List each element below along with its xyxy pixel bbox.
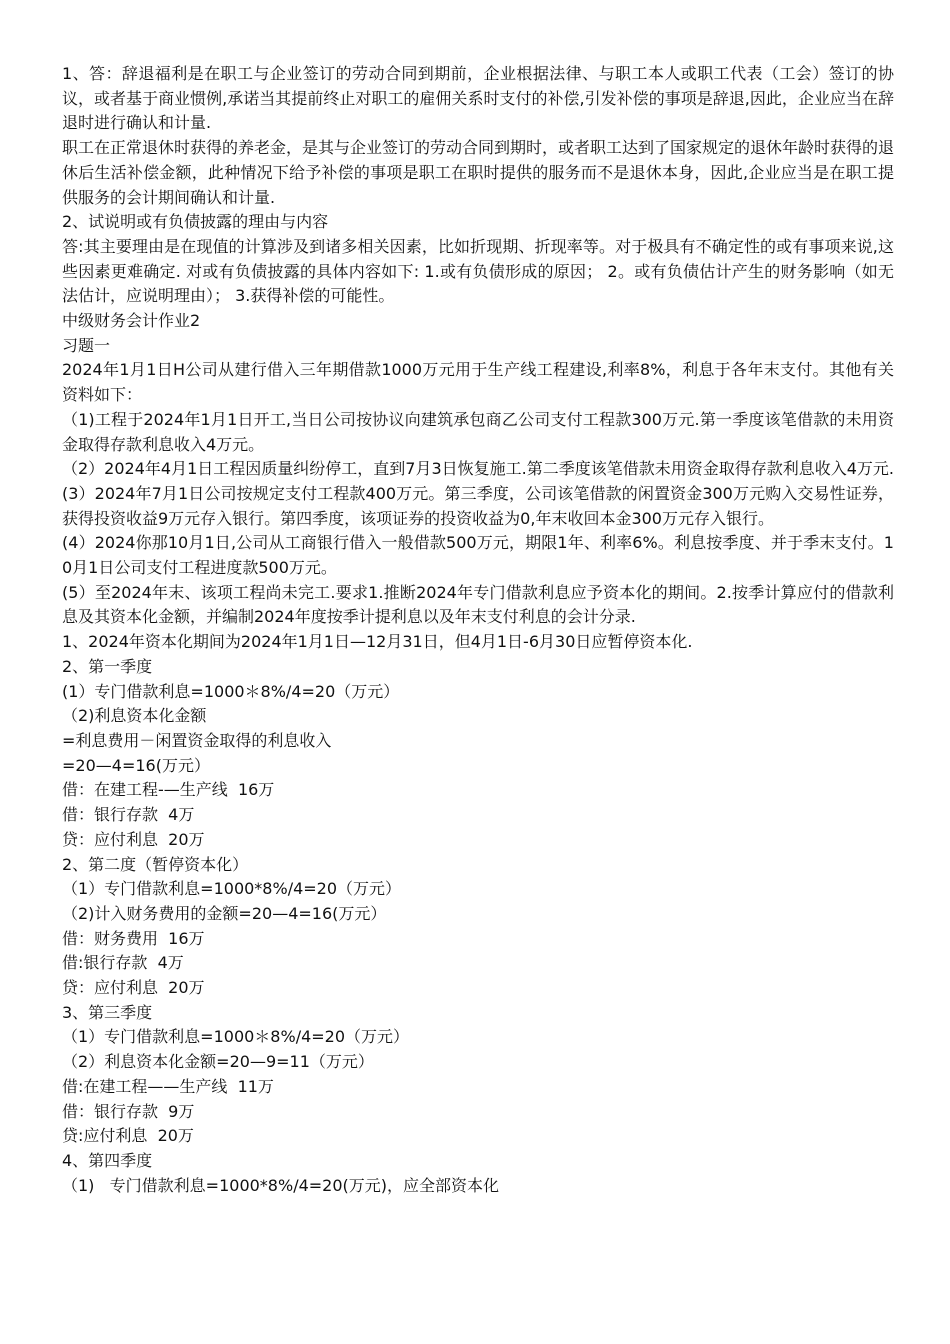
q3-entry-debit-construction: 借:在建工程——生产线 11万 [62,1076,274,1096]
q2-entry-debit-bank: 借:银行存款 4万 [62,953,184,973]
q2-finance-expense: （2)计入财务费用的金额=20—4=16(万元） [62,903,387,923]
exercise-title: 习题一 [62,335,111,355]
document-page [62,62,894,1198]
exercise-item-3: (3）2024年7月1日公司按规定支付工程款400万元。第三季度，公司该笔借款的闲置资金300万元购入交易性证券，获得投资收益9万元存入银行。第四季度，该项证券的投资收益为0,年末收回本金300万元存入银行。 [62,483,894,528]
q3-entry-debit-bank: 借：银行存款 9万 [62,1101,195,1121]
solution-capitalization-period: 1、2024年资本化期间为2024年1月1日—12月31日，但4月1日-6月30日应暂停资本化. [62,632,693,652]
q1-entry-credit-interest: 贷：应付利息 20万 [62,829,205,849]
q2-entry-credit-interest: 贷：应付利息 20万 [62,978,205,998]
q4-heading: 4、第四季度 [62,1150,153,1170]
q2-heading: 2、第二度（暂停资本化） [62,854,249,874]
q1-interest: (1）专门借款利息=1000＊8%/4=20（万元） [62,681,400,701]
exercise-item-2: （2）2024年4月1日工程因质量纠纷停工，直到7月3日恢复施工.第二季度该笔借款未用资金取得存款利息收入4万元. [62,459,894,479]
q1-result: =20—4=16(万元） [62,755,210,775]
assignment-title: 中级财务会计作业2 [62,311,201,331]
exercise-intro: 2024年1月1日H公司从建行借入三年期借款1000万元用于生产线工程建设,利率8%，利息于各年末支付。其他有关资料如下： [62,360,894,405]
q2-entry-debit-finance: 借：财务费用 16万 [62,928,205,948]
question-2-heading: 2、试说明或有负债披露的理由与内容 [62,212,329,232]
q1-entry-debit-bank: 借：银行存款 4万 [62,805,195,825]
q3-interest: （1）专门借款利息=1000＊8%/4=20（万元） [62,1027,410,1047]
exercise-item-4: (4）2024你那10月1日,公司从工商银行借入一般借款500万元，期限1年、利率6%。利息按季度、并于季末支付。10月1日公司支付工程进度款500万元。 [62,533,894,578]
answer-1-paragraph: 1、答：辞退福利是在职工与企业签订的劳动合同到期前，企业根据法律、与职工本人或职工代表（工会）签订的协议，或者基于商业惯例,承诺当其提前终止对职工的雇佣关系时支付的补偿,引发补偿的事项是辞退,因此，企业应当在辞退时进行确认和计量. [62,64,894,133]
q2-interest: （1）专门借款利息=1000*8%/4=20（万元） [62,879,402,899]
q1-entry-debit-construction: 借：在建工程-—生产线 16万 [62,780,275,800]
answer-2-paragraph: 答:其主要理由是在现值的计算涉及到诸多相关因素，比如折现期、折现率等。对于极具有不确定性的或有事项来说,这些因素更难确定. 对或有负债披露的具体内容如下: 1.或有负债形成的原因； 2。或有负债估计产生的财务影响（如无法估计，应说明理由）； 3.获得补偿的可能性。 [62,236,894,306]
pension-paragraph: 职工在正常退休时获得的养老金，是其与企业签订的劳动合同到期时，或者职工达到了国家规定的退休年龄时获得的退休后生活补偿金额，此种情况下给予补偿的事项是职工在职时提供的服务而不是退休本身，因此,企业应当是在职工提供服务的会计期间确认和计量. [62,138,895,207]
exercise-item-5: (5）至2024年末、该项工程尚未完工.要求1.推断2024年专门借款利息应予资本化的期间。2.按季计算应付的借款利息及其资本化金额，并编制2024年度按季计提利息以及年末支付利息的会计分录. [62,582,894,627]
q1-capitalized-label: （2)利息资本化金额 [62,706,207,726]
q3-heading: 3、第三季度 [62,1002,153,1022]
q1-formula: =利息费用－闲置资金取得的利息收入 [62,730,332,750]
exercise-item-1: （1)工程于2024年1月1日开工,当日公司按协议向建筑承包商乙公司支付工程款300万元.第一季度该笔借款的未用资金取得存款利息收入4万元。 [62,409,894,454]
q3-capitalized: （2）利息资本化金额=20—9=11（万元） [62,1052,374,1072]
q4-interest: （1) 专门借款利息=1000*8%/4=20(万元)，应全部资本化 [62,1175,500,1195]
q3-entry-credit-interest: 贷:应付利息 20万 [62,1126,194,1146]
q1-heading: 2、第一季度 [62,656,153,676]
